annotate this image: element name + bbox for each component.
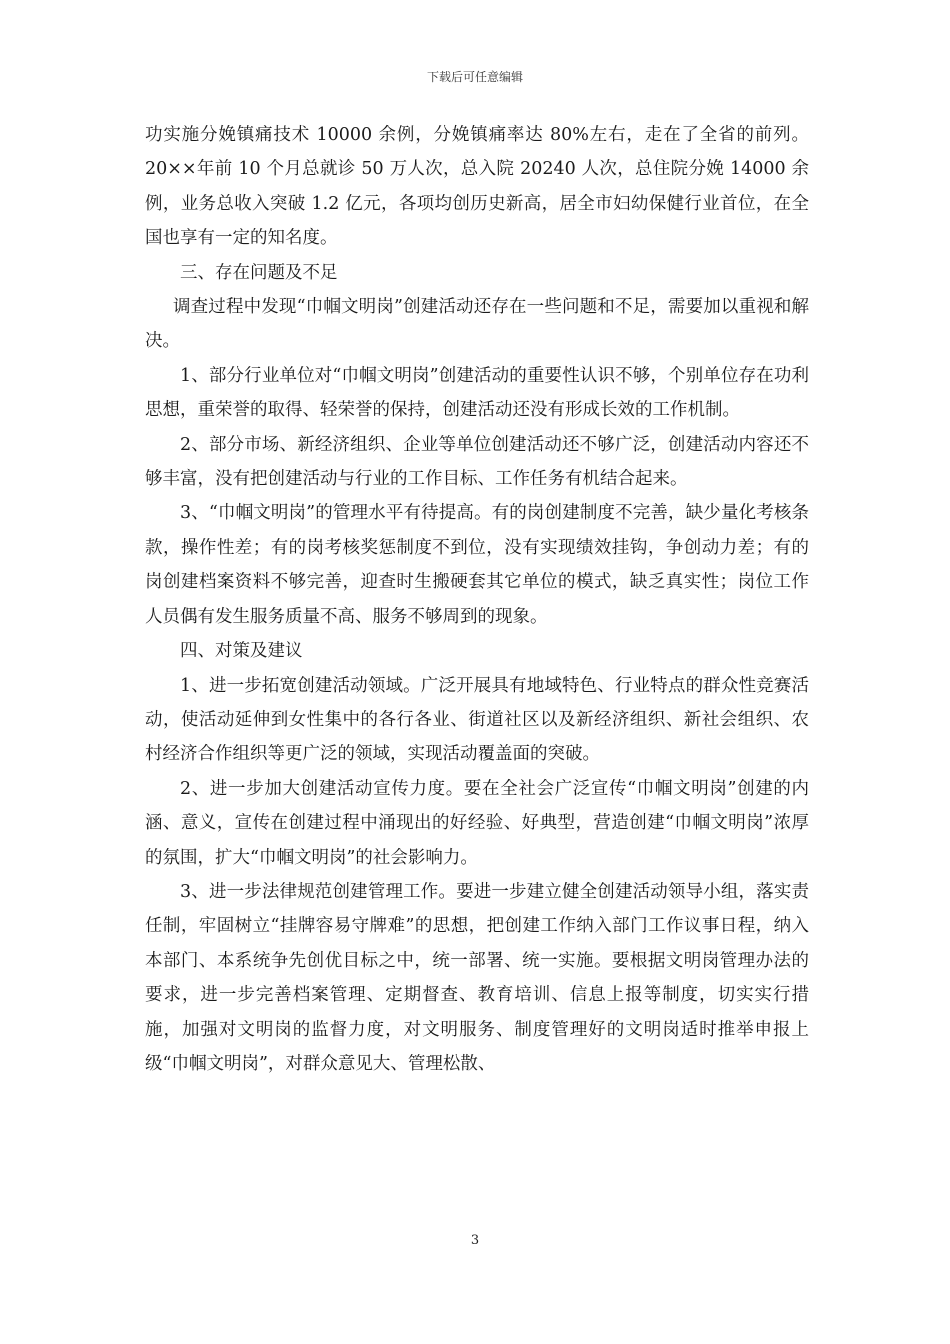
paragraph-problem-1: 1、部分行业单位对“巾帼文明岗”创建活动的重要性认识不够，个别单位存在功利思想，重荣誉的取得、轻荣誉的保持，创建活动还没有形成长效的工作机制。 xyxy=(145,365,809,421)
page-number: 3 xyxy=(470,1233,480,1248)
paragraph-suggestion-1: 1、进一步拓宽创建活动领域。广泛开展具有地域特色、行业特点的群众性竞赛活动，使活动延伸到女性集中的各行各业、街道社区以及新经济组织、新社会组织、农村经济合作组织等更广泛的领域，实现活动覆盖面的突破。 xyxy=(145,675,809,765)
section-heading-suggestions: 四、对策及建议 xyxy=(180,641,303,662)
paragraph-suggestion-2: 2、进一步加大创建活动宣传力度。要在全社会广泛宣传“巾帼文明岗”创建的内涵、意义，宣传在创建过程中涌现出的好经验、好典型，营造创建“巾帼文明岗”浓厚的氛围，扩大“巾帼文明岗”的社会影响力。 xyxy=(145,778,809,868)
header-note: 下载后可任意编辑 xyxy=(426,70,523,84)
paragraph-problem-2: 2、部分市场、新经济组织、企业等单位创建活动还不够广泛，创建活动内容还不够丰富，没有把创建活动与行业的工作目标、工作任务有机结合起来。 xyxy=(145,434,809,490)
document-body xyxy=(145,118,809,1081)
paragraph-suggestion-3: 3、进一步法律规范创建管理工作。要进一步建立健全创建活动领导小组，落实责任制，牢固树立“挂牌容易守牌难”的思想，把创建工作纳入部门工作议事日程，纳入本部门、本系统争先创优目标之中，统一部署、统一实施。要根据文明岗管理办法的要求，进一步完善档案管理、定期督查、教育培训、信息上报等制度，切实实行措施，加强对文明岗的监督力度，对文明服务、制度管理好的文明岗适时推举申报上级“巾帼文明岗”，对群众意见大、管理松散、 xyxy=(145,881,809,1074)
paragraph-problem-3: 3、“巾帼文明岗”的管理水平有待提高。有的岗创建制度不完善，缺少量化考核条款，操作性差；有的岗考核奖惩制度不到位，没有实现绩效挂钩，争创动力差；有的岗创建档案资料不够完善，迎查时生搬硬套其它单位的模式，缺乏真实性；岗位工作人员偶有发生服务质量不高、服务不够周到的现象。 xyxy=(145,503,809,627)
paragraph-continued: 功实施分娩镇痛技术 10000 余例，分娩镇痛率达 80%左右，走在了全省的前列。20××年前 10 个月总就诊 50 万人次，总入院 20240 人次，总住院分娩 14000 余例，业务总收入突破 1.2 亿元，各项均创历史新高，居全市妇幼保健行业首位，在全国也享有一定的知名度。 xyxy=(145,125,809,249)
paragraph-problems-intro: 调查过程中发现“巾帼文明岗”创建活动还存在一些问题和不足，需要加以重视和解决。 xyxy=(145,297,809,352)
section-heading-problems: 三、存在问题及不足 xyxy=(180,262,338,283)
